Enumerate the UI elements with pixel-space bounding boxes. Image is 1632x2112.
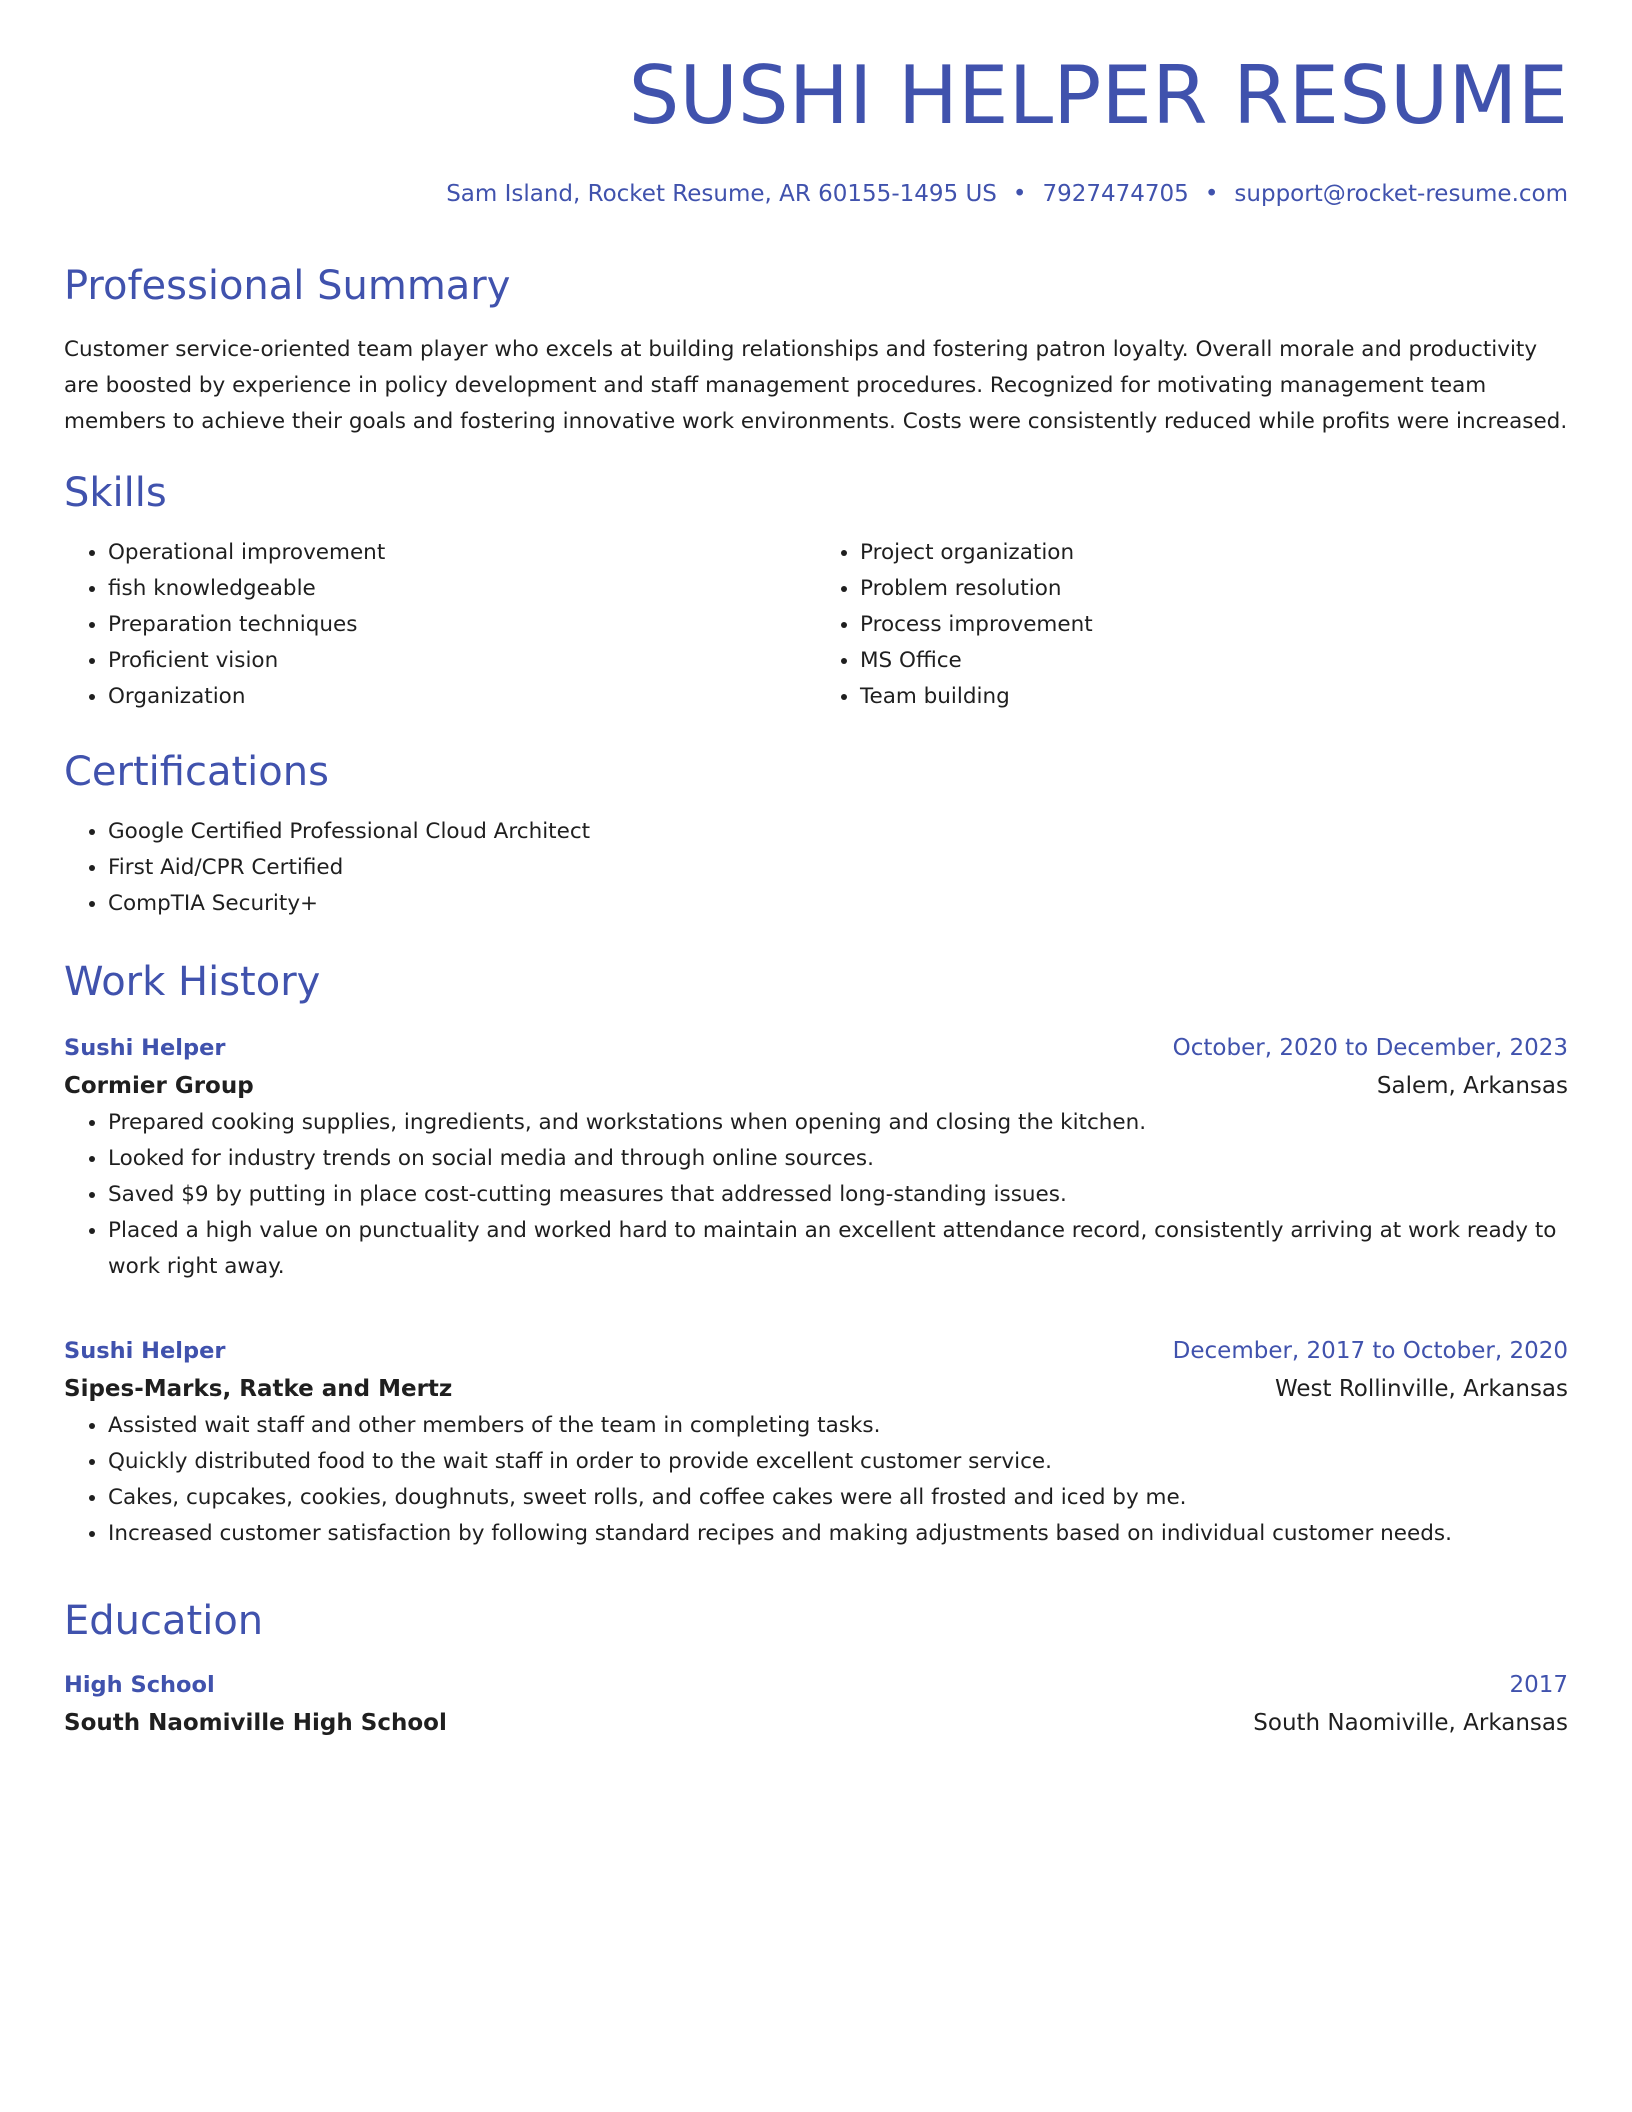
skill-item: • Project organization	[860, 535, 1568, 571]
skill-item: • MS Office	[860, 643, 1568, 679]
resume-page	[64, 0, 1568, 2112]
job-entry	[64, 1029, 1568, 1285]
job-location: West Rollinville, Arkansas	[1274, 1376, 1568, 1402]
job-header	[64, 1029, 1568, 1067]
certification-item: • First Aid/CPR Certified	[108, 850, 1568, 886]
skills-heading: Skills	[64, 470, 167, 516]
skill-item: • Proficient vision	[108, 643, 816, 679]
job-duties-list	[64, 1105, 1568, 1285]
contact-separator: •	[1204, 181, 1219, 207]
certifications-list	[64, 814, 1568, 922]
job-duty: • Cakes, cupcakes, cookies, doughnuts, sweet rolls, and coffee cakes were all frosted and iced by me.	[108, 1480, 1568, 1516]
contact-email: support@rocket-resume.com	[1234, 181, 1568, 207]
contact-address: Sam Island, Rocket Resume, AR 60155-1495 US	[446, 181, 997, 207]
education-entry	[64, 1666, 1568, 1742]
job-header	[64, 1332, 1568, 1370]
skills-list-left	[64, 535, 816, 715]
contact-line	[446, 178, 1568, 210]
job-duty: • Increased customer satisfaction by following standard recipes and making adjustments based on individual customer needs.	[108, 1516, 1568, 1552]
skill-item: • Team building	[860, 679, 1568, 715]
certifications-heading: Certifications	[64, 749, 329, 795]
education-subheader	[64, 1704, 1568, 1742]
job-duty: • Quickly distributed food to the wait staff in order to provide excellent customer service.	[108, 1444, 1568, 1480]
skill-item: • Preparation techniques	[108, 607, 816, 643]
education-header	[64, 1666, 1568, 1704]
skill-item: • Organization	[108, 679, 816, 715]
job-company: Sipes-Marks, Ratke and Mertz	[64, 1376, 453, 1402]
summary-text: Customer service-oriented team player who excels at building relationships and fostering patron loyalty. Overall morale and productivity are boosted by experience in policy development and staff management procedures. Recognized for motivating management team members to achieve their goals and fostering innovative work environments. Costs were consistently reduced while profits were increased.	[64, 337, 1568, 434]
job-subheader	[64, 1370, 1568, 1408]
resume-title: SUSHI HELPER RESUME	[628, 49, 1568, 142]
summary-section	[64, 262, 1568, 440]
skill-item: • fish knowledgeable	[108, 571, 816, 607]
job-company: Cormier Group	[64, 1073, 254, 1099]
job-dates: October, 2020 to December, 2023	[1172, 1035, 1568, 1061]
skills-list-right	[816, 535, 1568, 715]
job-entry	[64, 1332, 1568, 1552]
education-school: South Naomiville High School	[64, 1710, 447, 1736]
certification-item: • Google Certified Professional Cloud Architect	[108, 814, 1568, 850]
skill-item: • Problem resolution	[860, 571, 1568, 607]
job-duties-list	[64, 1408, 1568, 1552]
job-dates: December, 2017 to October, 2020	[1172, 1338, 1568, 1364]
job-title: Sushi Helper	[64, 1035, 226, 1061]
education-degree: High School	[64, 1672, 215, 1698]
education-location: South Naomiville, Arkansas	[1253, 1710, 1568, 1736]
education-section	[64, 1597, 1568, 1645]
work-history-heading: Work History	[64, 959, 321, 1005]
skill-item: • Process improvement	[860, 607, 1568, 643]
job-duty: • Looked for industry trends on social media and through online sources.	[108, 1141, 1568, 1177]
job-duty: • Assisted wait staff and other members of the team in completing tasks.	[108, 1408, 1568, 1444]
job-title: Sushi Helper	[64, 1338, 226, 1364]
summary-heading: Professional Summary	[64, 263, 511, 309]
education-heading: Education	[64, 1598, 264, 1644]
work-history-section	[64, 958, 1568, 1006]
job-duty: • Placed a high value on punctuality and worked hard to maintain an excellent attendance record, consistently arriving at work ready to work right away.	[108, 1213, 1568, 1285]
skills-section	[64, 469, 1568, 715]
job-subheader	[64, 1067, 1568, 1105]
contact-separator: •	[1012, 181, 1027, 207]
certification-item: • CompTIA Security+	[108, 886, 1568, 922]
skill-item: • Operational improvement	[108, 535, 816, 571]
skills-grid	[64, 535, 1568, 715]
job-duty: • Saved $9 by putting in place cost-cutting measures that addressed long-standing issues.	[108, 1177, 1568, 1213]
job-location: Salem, Arkansas	[1376, 1073, 1568, 1099]
job-duty: • Prepared cooking supplies, ingredients, and workstations when opening and closing the kitchen.	[108, 1105, 1568, 1141]
contact-phone: 7927474705	[1042, 181, 1189, 207]
education-year: 2017	[1509, 1672, 1568, 1698]
certifications-section	[64, 748, 1568, 922]
